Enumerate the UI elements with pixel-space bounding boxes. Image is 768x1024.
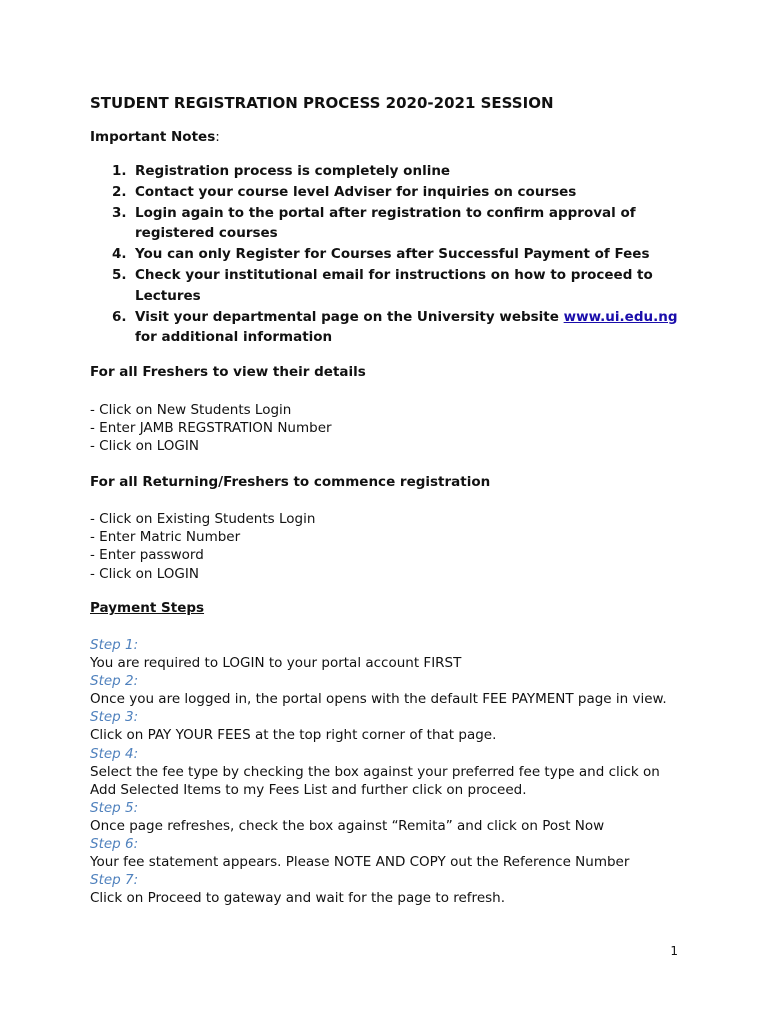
freshers-steps-list: [90, 401, 332, 456]
list-item: - Enter JAMB REGSTRATION Number: [90, 420, 332, 437]
note-number: 5.: [112, 266, 127, 283]
note-item: [90, 182, 690, 203]
page-number: 1: [670, 944, 678, 958]
step-text: Once page refreshes, check the box against “Remita” and click on Post Now: [90, 817, 605, 834]
step-label: Step 7:: [90, 872, 139, 889]
list-item: - Click on Existing Students Login: [90, 511, 316, 527]
note-text-before-link: Visit your departmental page on the University website: [135, 308, 564, 325]
step-text: Click on Proceed to gateway and wait for the page to refresh.: [90, 890, 505, 907]
list-item: - Enter password: [90, 547, 204, 564]
note-number: 3.: [112, 204, 127, 221]
note-number: 1.: [112, 163, 127, 179]
step-label: Step 6:: [90, 836, 139, 853]
note-item: [90, 307, 690, 349]
note-item: [90, 161, 690, 182]
step-text: You are required to LOGIN to your portal account FIRST: [90, 655, 462, 672]
document-title: STUDENT REGISTRATION PROCESS 2020-2021 SESSION: [90, 94, 554, 112]
notes-heading: [90, 129, 220, 145]
step-label: Step 4:: [90, 745, 139, 762]
payment-steps-heading: Payment Steps: [90, 600, 205, 616]
note-number: 6.: [112, 308, 127, 325]
list-item: - Click on LOGIN: [90, 565, 199, 582]
notes-heading-colon: :: [215, 129, 220, 145]
note-text: Login again to the portal after registration to confirm approval of registered courses: [135, 204, 636, 242]
note-number: 2.: [112, 183, 127, 200]
step-label: Step 2:: [90, 673, 139, 690]
note-number: 4.: [112, 246, 127, 263]
important-notes-list: [90, 161, 690, 348]
step-text: Select the fee type by checking the box against your preferred fee type and click on Add Selected Items to my Fees List and further click on proceed.: [90, 763, 660, 798]
step-label: Step 1:: [90, 637, 139, 653]
step-label: Step 3:: [90, 709, 139, 726]
note-item: [90, 203, 690, 245]
list-item: - Enter Matric Number: [90, 529, 241, 546]
step-label: Step 5:: [90, 799, 139, 816]
note-text-after-link: for additional information: [135, 329, 333, 346]
note-text: You can only Register for Courses after Successful Payment of Fees: [135, 246, 650, 263]
list-item: - Click on LOGIN: [90, 438, 199, 455]
note-item: [90, 265, 690, 307]
step-text: Click on PAY YOUR FEES at the top right corner of that page.: [90, 727, 497, 744]
notes-heading-text: Important Notes: [90, 129, 216, 145]
university-website-link[interactable]: www.ui.edu.ng: [563, 308, 678, 325]
note-text: Registration process is completely online: [135, 163, 451, 179]
payment-steps: [90, 636, 690, 907]
note-text: Contact your course level Adviser for inquiries on courses: [135, 183, 577, 200]
freshers-heading: For all Freshers to view their details: [90, 364, 366, 380]
list-item: - Click on New Students Login: [90, 402, 292, 418]
returning-heading: For all Returning/Freshers to commence registration: [90, 474, 491, 490]
note-text: Check your institutional email for instructions on how to proceed to Lectures: [135, 266, 653, 304]
step-text: Once you are logged in, the portal opens with the default FEE PAYMENT page in view.: [90, 691, 667, 708]
step-text: Your fee statement appears. Please NOTE AND COPY out the Reference Number: [90, 854, 630, 871]
returning-steps-list: [90, 510, 315, 583]
note-item: [90, 244, 690, 265]
